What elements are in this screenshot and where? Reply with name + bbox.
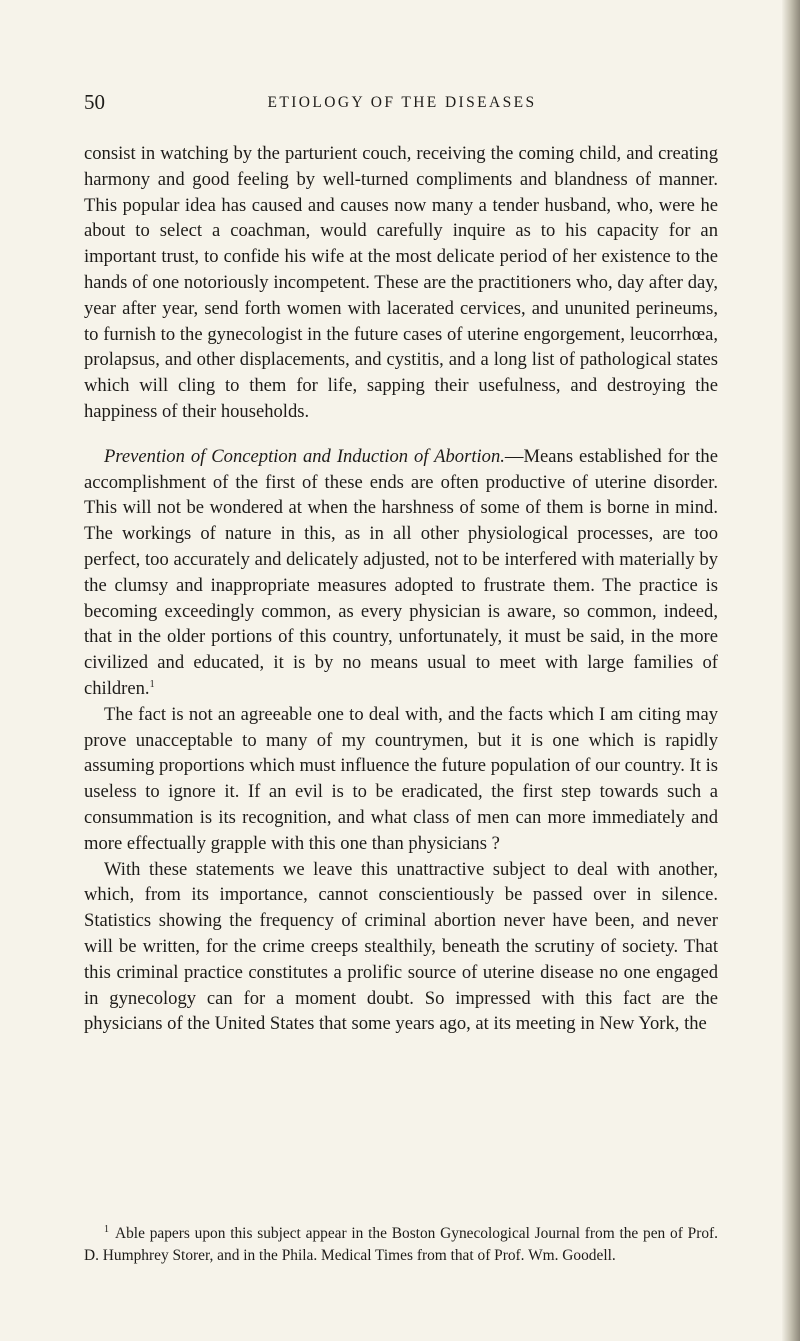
section-heading: Prevention of Conception and Induction of Abortion. — [104, 445, 505, 467]
footnote-text: Able papers upon this subject appear in the Boston Gynecological Journal from the pen of Prof. D. Humphrey Storer, and in the Phila. Medical Times from that of Prof. Wm. Goodell. — [84, 1225, 718, 1264]
body-text — [84, 141, 718, 1037]
paragraph-3: The fact is not an agreeable one to deal with, and the facts which I am citing may prove unacceptable to many of my countrymen, but it is one which is rapidly assuming proportions which must influence the future population of our country. It is useless to ignore it. If an evil is to be eradicated, the first step towards such a consummation is its recognition, and what class of men can more immediately and more effectually grapple with this one than physicians ? — [84, 703, 718, 854]
paragraph-1: consist in watching by the parturient couch, receiving the coming child, and creating harmony and good feeling by well-turned compliments and blandness of manner. This popular idea has caused and causes now many a tender husband, who, were he about to select a coachman, would carefully inquire as to his capacity for an important trust, to confide his wife at the most delicate period of her existence to the hands of one notoriously incompetent. These are the practitioners who, day after day, year after year, send forth women with lacerated cervices, and ununited perineums, to furnish to the gynecologist in the future cases of uterine engorgement, leucorrhœa, prolapsus, and other displacements, and cystitis, and a long list of pathological states which will cling to them for life, sapping their usefulness, and destroying the happiness of their households. — [84, 143, 718, 422]
footnote-mark: 1 — [104, 1223, 109, 1235]
paragraph-4: With these statements we leave this unattractive subject to deal with another, which, from its importance, cannot conscientiously be passed over in silence. Statistics showing the frequency of criminal abortion never have been, and never will be written, for the crime creeps stealthily, beneath the scrutiny of society. That this criminal practice constitutes a prolific source of uterine disease no one engaged in gynecology can for a moment doubt. So impressed with this fact are the physicians of the United States that some years ago, at its meeting in New York, the — [84, 858, 718, 1035]
footnote — [84, 1223, 718, 1266]
running-head — [84, 90, 720, 114]
running-title: ETIOLOGY OF THE DISEASES — [267, 94, 537, 111]
paragraph-2 — [84, 444, 718, 702]
paragraph-2-text: —Means established for the accomplishment of the first of these ends are often productive of uterine disorder. This will not be wondered at when the harshness of some of them is borne in mind. The workings of nature in this, as in all other physiological processes, are too perfect, too accurately and delicately adjusted, not to be interfered with materially by the clumsy and inappropriate measures adopted to frustrate them. The practice is becoming exceedingly common, as every physician is aware, so common, indeed, that in the older portions of this country, unfortunately, it must be said, in the more civilized and educated, it is by no means usual to meet with large families of children. — [84, 445, 718, 699]
page-number: 50 — [84, 90, 105, 114]
page-edge-shadow — [782, 0, 800, 1341]
footnote-reference[interactable]: 1 — [149, 678, 155, 690]
